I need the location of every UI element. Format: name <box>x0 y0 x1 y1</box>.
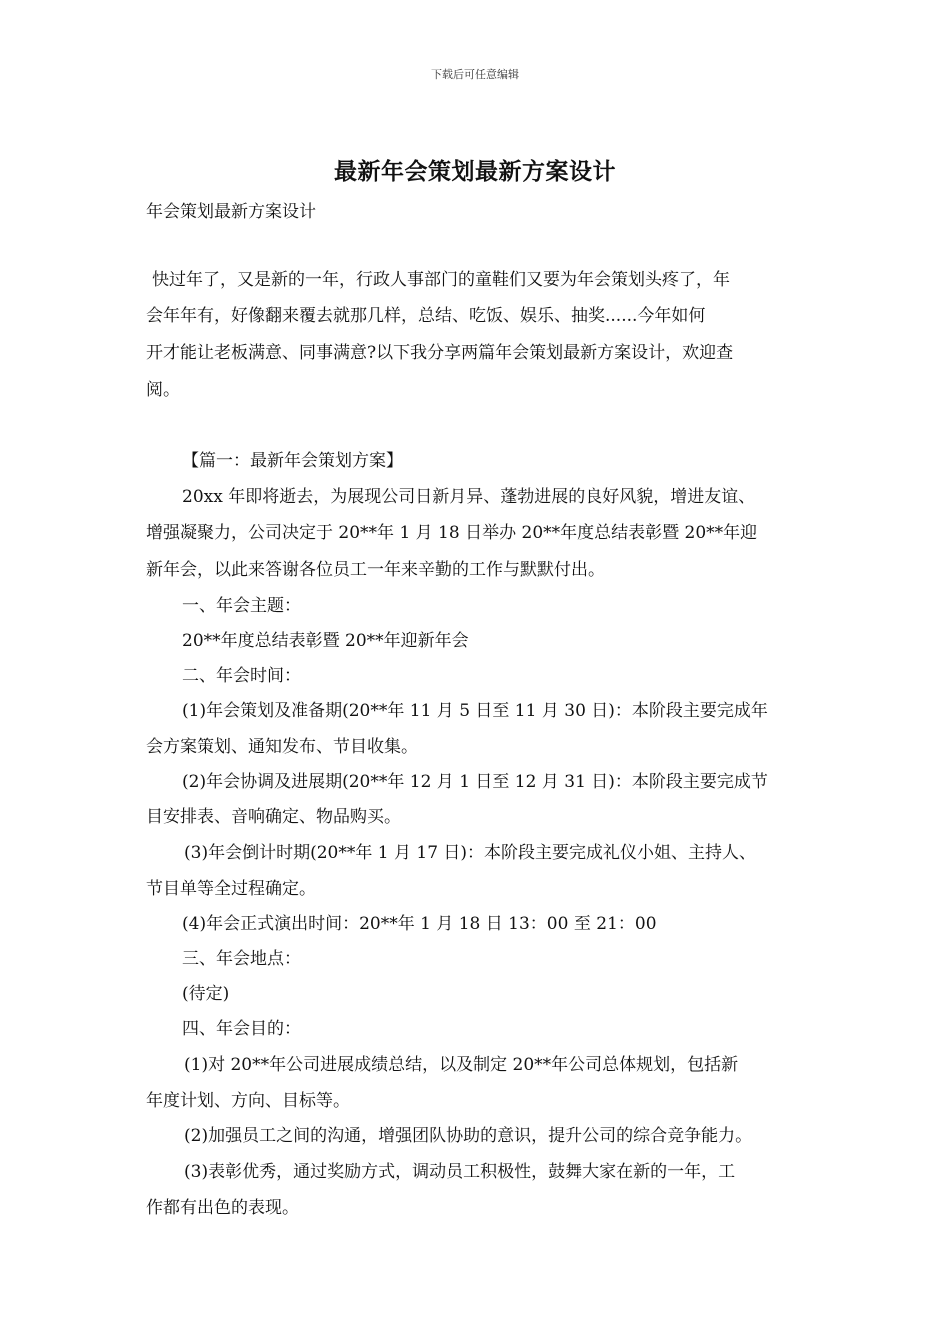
intro-line: 快过年了，又是新的一年，行政人事部门的童鞋们又要为年会策划头疼了，年 <box>152 270 730 290</box>
body-line: 作都有出色的表现。 <box>146 1198 299 1218</box>
section-label: 三、年会地点： <box>182 949 301 969</box>
subtitle: 年会策划最新方案设计 <box>146 202 316 222</box>
document-title: 最新年会策划最新方案设计 <box>334 158 616 185</box>
body-line: 20xx 年即将逝去，为展现公司日新月异、蓬勃进展的良好风貌，增进友谊、 <box>182 487 756 507</box>
intro-line: 开才能让老板满意、同事满意?以下我分享两篇年会策划最新方案设计，欢迎查 <box>146 343 734 363</box>
body-line: (1)对 20**年公司进展成绩总结，以及制定 20**年公司总体规划，包括新 <box>184 1055 739 1075</box>
section-label: 四、年会目的： <box>182 1019 301 1039</box>
body-line: (4)年会正式演出时间：20**年 1 月 18 日 13：00 至 21：00 <box>182 914 657 934</box>
section-label: 一、年会主题： <box>182 596 301 616</box>
body-line: 20**年度总结表彰暨 20**年迎新年会 <box>182 631 469 651</box>
body-line: 年度计划、方向、目标等。 <box>146 1091 350 1111</box>
section-heading: 【篇一：最新年会策划方案】 <box>182 451 403 471</box>
body-line: (3)表彰优秀，通过奖励方式，调动员工积极性，鼓舞大家在新的一年，工 <box>184 1162 736 1182</box>
body-line: 节目单等全过程确定。 <box>146 879 316 899</box>
body-line: (2)年会协调及进展期(20**年 12 月 1 日至 12 月 31 日)：本阶段主要完成节 <box>182 772 768 792</box>
body-line: (待定) <box>182 984 230 1004</box>
intro-line: 阅。 <box>146 380 180 400</box>
body-line: (1)年会策划及准备期(20**年 11 月 5 日至 11 月 30 日)：本阶段主要完成年 <box>182 701 768 721</box>
body-line: 目安排表、音响确定、物品购买。 <box>146 807 401 827</box>
intro-line: 会年年有，好像翻来覆去就那几样，总结、吃饭、娱乐、抽奖......今年如何 <box>146 306 706 326</box>
body-line: 新年会，以此来答谢各位员工一年来辛勤的工作与默默付出。 <box>146 560 605 580</box>
body-line: (2)加强员工之间的沟通，增强团队协助的意识，提升公司的综合竞争能力。 <box>184 1126 753 1146</box>
body-line: 增强凝聚力，公司决定于 20**年 1 月 18 日举办 20**年度总结表彰暨 20**年迎 <box>146 523 758 543</box>
section-label: 二、年会时间： <box>182 666 301 686</box>
body-line: 会方案策划、通知发布、节目收集。 <box>146 737 418 757</box>
header-note: 下载后可任意编辑 <box>431 68 519 81</box>
body-line: (3)年会倒计时期(20**年 1 月 17 日)：本阶段主要完成礼仪小姐、主持人、 <box>184 843 757 863</box>
